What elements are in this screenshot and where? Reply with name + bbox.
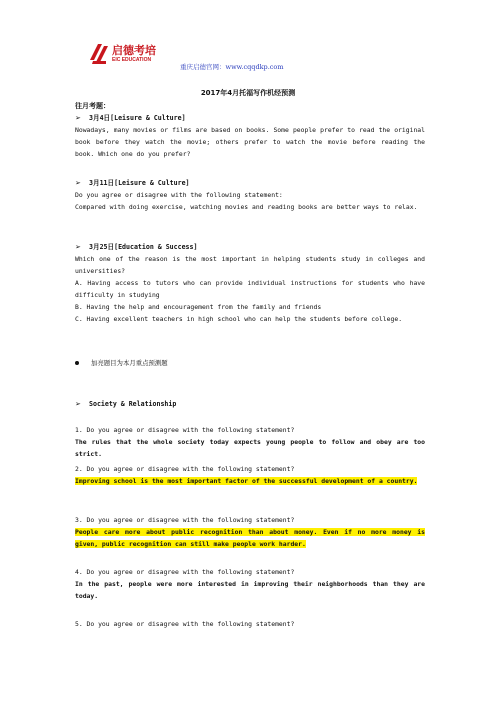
item-statement: In the past, people were more interested in improving their neighborhoods than they are today. — [75, 580, 425, 600]
question-text: Which one of the reason is the most important in helping students study in colleges and universities? — [75, 255, 425, 275]
past-questions-label: 往月考题： — [75, 102, 110, 110]
past-question-3 — [75, 241, 425, 325]
prediction-item-5 — [75, 618, 425, 630]
highlight-note-text: 加亮题目为本月重点预测题 — [91, 359, 168, 367]
prediction-item-4 — [75, 566, 425, 602]
highlight-note — [75, 358, 168, 367]
arrow-bullet-icon: ➢ — [75, 400, 81, 408]
option-a: A. Having access to tutors who can provide individual instructions for students who have difficulty in studying — [75, 279, 425, 299]
arrow-bullet-icon: ➢ — [75, 243, 81, 251]
page-title: 2017年4月托福写作机经预测 — [200, 89, 296, 97]
question-text: Nowadays, many movies or films are based on books. Some people prefer to read the original book before they watch the movie; others prefer to watch the movie before reading the book. Which one do you prefer? — [75, 126, 425, 158]
eic-logo — [88, 40, 168, 70]
eic-logo-icon — [88, 40, 110, 66]
question-text: Compared with doing exercise, watching movies and reading books are better ways to relax. — [75, 203, 418, 211]
question-heading: 3月11日[Leisure & Culture] — [89, 179, 190, 187]
section-society-relationship — [75, 398, 425, 410]
option-b: B. Having the help and encouragement from the family and friends — [75, 303, 322, 311]
past-question-2 — [75, 177, 425, 213]
option-c: C. Having excellent teachers in high school who can help the students before college. — [75, 315, 403, 323]
highlighted-statement: Improving school is the most important factor of the successful development of a country. — [75, 477, 418, 485]
item-prompt: 5. Do you agree or disagree with the following statement? — [75, 620, 295, 628]
item-prompt: 3. Do you agree or disagree with the following statement? — [75, 516, 295, 524]
logo-english-text: EIC EDUCATION — [112, 57, 152, 63]
official-site-link[interactable]: 重庆启德官网：www.cqqdkp.com — [180, 63, 284, 71]
arrow-bullet-icon: ➢ — [75, 114, 81, 122]
section-heading: Society & Relationship — [89, 400, 177, 408]
arrow-bullet-icon: ➢ — [75, 179, 81, 187]
prediction-item-2 — [75, 463, 425, 487]
item-prompt: 1. Do you agree or disagree with the following statement? — [75, 426, 295, 434]
question-text: Do you agree or disagree with the following statement: — [75, 191, 283, 199]
item-prompt: 2. Do you agree or disagree with the following statement? — [75, 465, 295, 473]
prediction-item-1 — [75, 424, 425, 460]
past-question-1 — [75, 112, 425, 160]
bullet-dot-icon — [75, 361, 79, 365]
prediction-item-3 — [75, 514, 425, 550]
item-statement: The rules that the whole society today expects young people to follow and obey are too strict. — [75, 438, 425, 458]
highlighted-statement: People care more about public recognition than about money. Even if no more money is given, public recognition can still make people work harder. — [75, 528, 425, 548]
logo-chinese-text: 启德考培 — [112, 44, 156, 57]
question-heading: 3月25日[Education & Success] — [89, 243, 198, 251]
item-prompt: 4. Do you agree or disagree with the following statement? — [75, 568, 295, 576]
question-heading: 3月4日[Leisure & Culture] — [89, 114, 186, 122]
